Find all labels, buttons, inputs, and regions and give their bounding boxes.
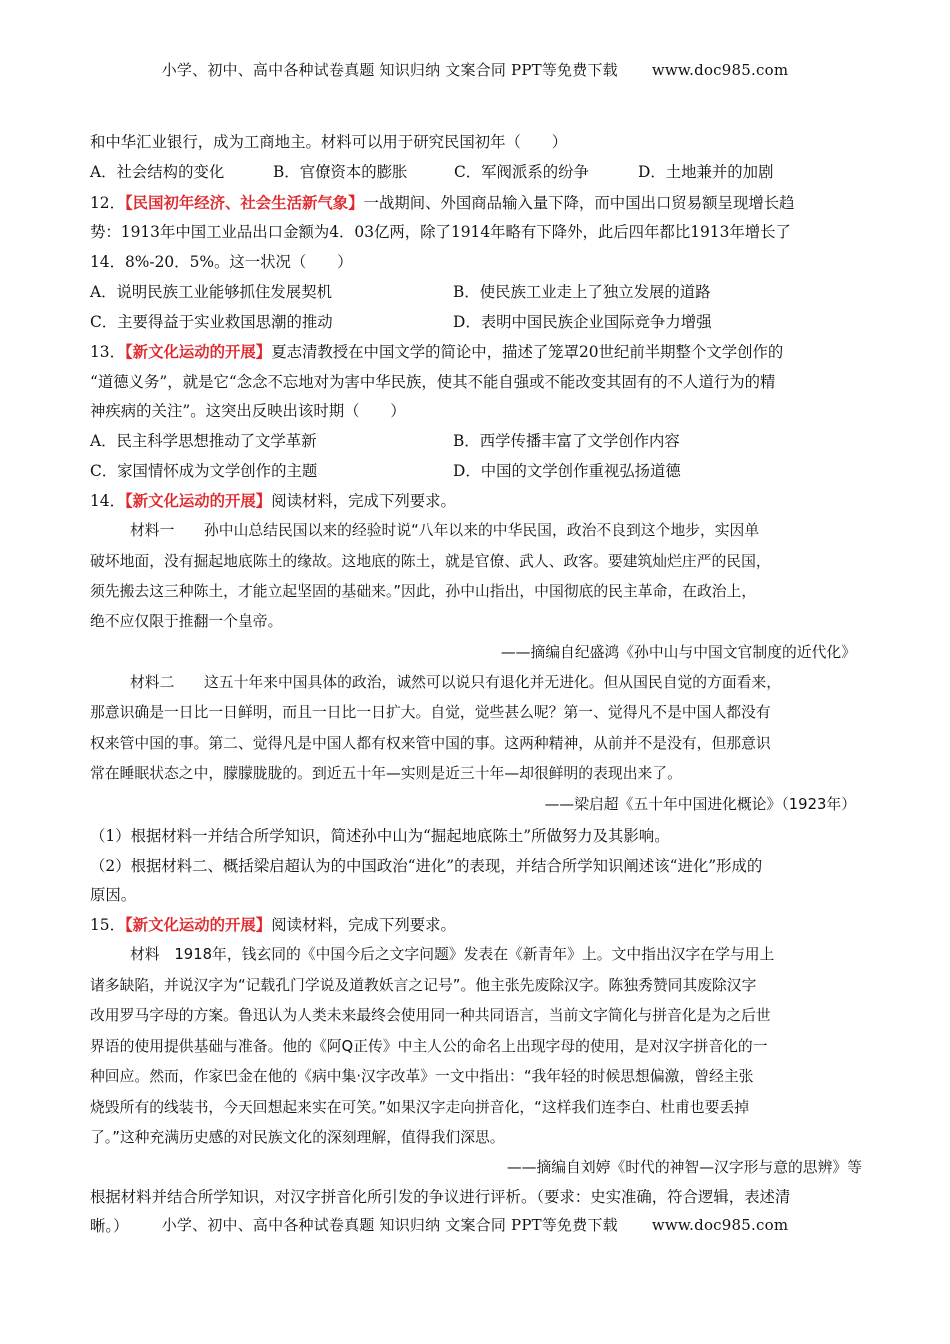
q15-requirement-line-2: 晰。）: [90, 1217, 129, 1235]
q15-intro: 阅读材料，完成下列要求。: [271, 916, 456, 934]
q12-stem-line-2: 势：1913年中国工业品出口金额为4．03亿两，除了1914年略有下降外，此后四年都比1913年增长了: [90, 223, 791, 241]
q12-number: 12．: [90, 194, 125, 212]
q14-material-1-line-2: 破坏地面，没有掘起地底陈土的缘故。这地底的陈土，就是官僚、武人、政客。要建筑灿烂庄严的民国，: [90, 553, 771, 570]
q13-stem-line-2: “道德义务”，就是它“念念不忘地对为害中华民族，使其不能自强或不能改变其固有的不人道行为的精: [90, 373, 776, 391]
q13-option-b: B．西学传播丰富了文学创作内容: [453, 432, 680, 450]
q14-requirement-1: （1）根据材料一并结合所学知识，简述孙中山为“掘起地底陈土”所做努力及其影响。: [90, 827, 670, 845]
q13-option-a: A．民主科学思想推动了文学革新: [90, 432, 317, 450]
q12-topic-tag: 【民国初年经济、社会生活新气象】: [124, 194, 364, 212]
q14-intro: 阅读材料，完成下列要求。: [271, 492, 456, 510]
q14-material-1-line-4: 绝不应仅限于推翻一个皇帝。: [90, 613, 283, 630]
q12-stem-text: 一战期间、外国商品输入量下降，而中国出口贸易额呈现增长趋: [363, 194, 795, 212]
q15-requirement-line-1: 根据材料并结合所学知识，对汉字拼音化所引发的争议进行评析。（要求：史实准确，符合逻辑，表述清: [90, 1188, 791, 1206]
q15-material-line-3: 改用罗马字母的方案。鲁迅认为人类未来最终会使用同一种共同语言，当前文字简化与拼音化是为之后世: [90, 1007, 771, 1024]
q15-topic-tag: 【新文化运动的开展】: [124, 916, 272, 934]
q11-option-a: A．社会结构的变化: [90, 163, 225, 181]
q11-option-c: C．军阀派系的纷争: [454, 163, 589, 181]
q12-stem-line-1: [90, 193, 795, 213]
header-text: 小学、初中、高中各种试卷真题 知识归纳 文案合同 PPT等免费下载: [161, 61, 618, 79]
q13-number: 13．: [90, 343, 125, 361]
page-header: [0, 59, 950, 80]
q15-material-line-5: 种回应。然而，作家巴金在他的《病中集·汉字改革》一文中指出：“我年轻的时候思想偏激，曾经主张: [90, 1068, 754, 1085]
q13-option-d: D．中国的文学创作重视弘扬道德: [453, 462, 681, 480]
q15-material-line-2: 诸多缺陷，并说汉字为“记载孔门学说及道教妖言之记号”。他主张先废除汉字。陈独秀赞同其废除汉字: [90, 977, 757, 994]
q13-stem-line-1: [90, 342, 783, 362]
q14-topic-tag: 【新文化运动的开展】: [124, 492, 272, 510]
page-footer: [0, 1214, 950, 1235]
q13-stem-line-3: 神疾病的关注”。这突出反映出该时期（ ）: [90, 402, 406, 420]
header-site-link[interactable]: www.doc985.com: [651, 61, 789, 79]
q14-material-2-line-3: 权来管中国的事。第二、觉得凡是中国人都有权来管中国的事。这两种精神，从前并不是没有，但那意识: [90, 735, 771, 752]
q15-material-source: ——摘编自刘婷《时代的神智—汉字形与意的思辨》等: [506, 1159, 862, 1176]
q14-material-1-line-1: 材料一 孙中山总结民国以来的经验时说“八年以来的中华民国，政治不良到这个地步，实因单: [130, 522, 760, 539]
q11-option-d: D．土地兼并的加剧: [638, 163, 774, 181]
q12-option-d: D．表明中国民族企业国际竞争力增强: [453, 313, 712, 331]
q15-material-line-7: 了。”这种充满历史感的对民族文化的深刻理解，值得我们深思。: [90, 1129, 505, 1146]
q15-material-line-6: 烧毁所有的线装书，今天回想起来实在可笑。”如果汉字走向拼音化，“这样我们连李白、杜甫也要丢掉: [90, 1099, 749, 1116]
q14-requirement-2-line-2: 原因。: [90, 886, 137, 904]
q12-option-a: A．说明民族工业能够抓住发展契机: [90, 283, 332, 301]
q15-material-line-4: 界语的使用提供基础与准备。他的《阿Q正传》中主人公的命名上出现字母的使用，是对汉字拼音化的一: [90, 1038, 768, 1055]
q14-number: 14．: [90, 492, 125, 510]
q14-material-2-line-4: 常在睡眠状态之中，朦朦胧胧的。到近五十年—实则是近三十年—却很鲜明的表现出来了。: [90, 765, 682, 782]
q12-stem-line-3: 14．8%-20．5%。这一状况（ ）: [90, 253, 353, 271]
q14-material-1-line-3: 须先搬去这三种陈土，才能立起坚固的基础来。”因此，孙中山指出，中国彻底的民主革命，在政治上，: [90, 583, 757, 600]
q11-option-b: B．官僚资本的膨胀: [273, 163, 408, 181]
q14-stem-line: [90, 491, 456, 511]
q14-material-2-line-1: 材料二 这五十年来中国具体的政治，诚然可以说只有退化并无进化。但从国民自觉的方面看来，: [130, 674, 782, 691]
q15-material-line-1: 材料 1918年，钱玄同的《中国今后之文字问题》发表在《新青年》上。文中指出汉字在学与用上: [130, 946, 775, 963]
q13-option-c: C．家国情怀成为文学创作的主题: [90, 462, 318, 480]
q15-number: 15．: [90, 916, 125, 934]
q13-stem-text: 夏志清教授在中国文学的简论中，描述了笼罩20世纪前半期整个文学创作的: [271, 343, 784, 361]
q14-material-1-source: ——摘编自纪盛鸿《孙中山与中国文官制度的近代化》: [500, 644, 856, 661]
footer-text: 小学、初中、高中各种试卷真题 知识归纳 文案合同 PPT等免费下载: [161, 1216, 618, 1234]
q13-topic-tag: 【新文化运动的开展】: [124, 343, 272, 361]
q12-option-c: C．主要得益于实业救国思潮的推动: [90, 313, 333, 331]
footer-site-link[interactable]: www.doc985.com: [651, 1216, 789, 1234]
q14-material-2-line-2: 那意识确是一日比一日鲜明，而且一日比一日扩大。自觉，觉些甚么呢？第一、觉得凡不是中国人都没有: [90, 704, 771, 721]
q14-material-2-source: ——梁启超《五十年中国进化概论》（1923年）: [544, 796, 856, 813]
q11-text-line: 和中华汇业银行，成为工商地主。材料可以用于研究民国初年（ ）: [90, 133, 568, 151]
q15-stem-line: [90, 915, 456, 935]
q14-requirement-2-line-1: （2）根据材料二、概括梁启超认为的中国政治“进化”的表现，并结合所学知识阐述该“进化”形成的: [90, 857, 763, 875]
q12-option-b: B．使民族工业走上了独立发展的道路: [453, 283, 711, 301]
